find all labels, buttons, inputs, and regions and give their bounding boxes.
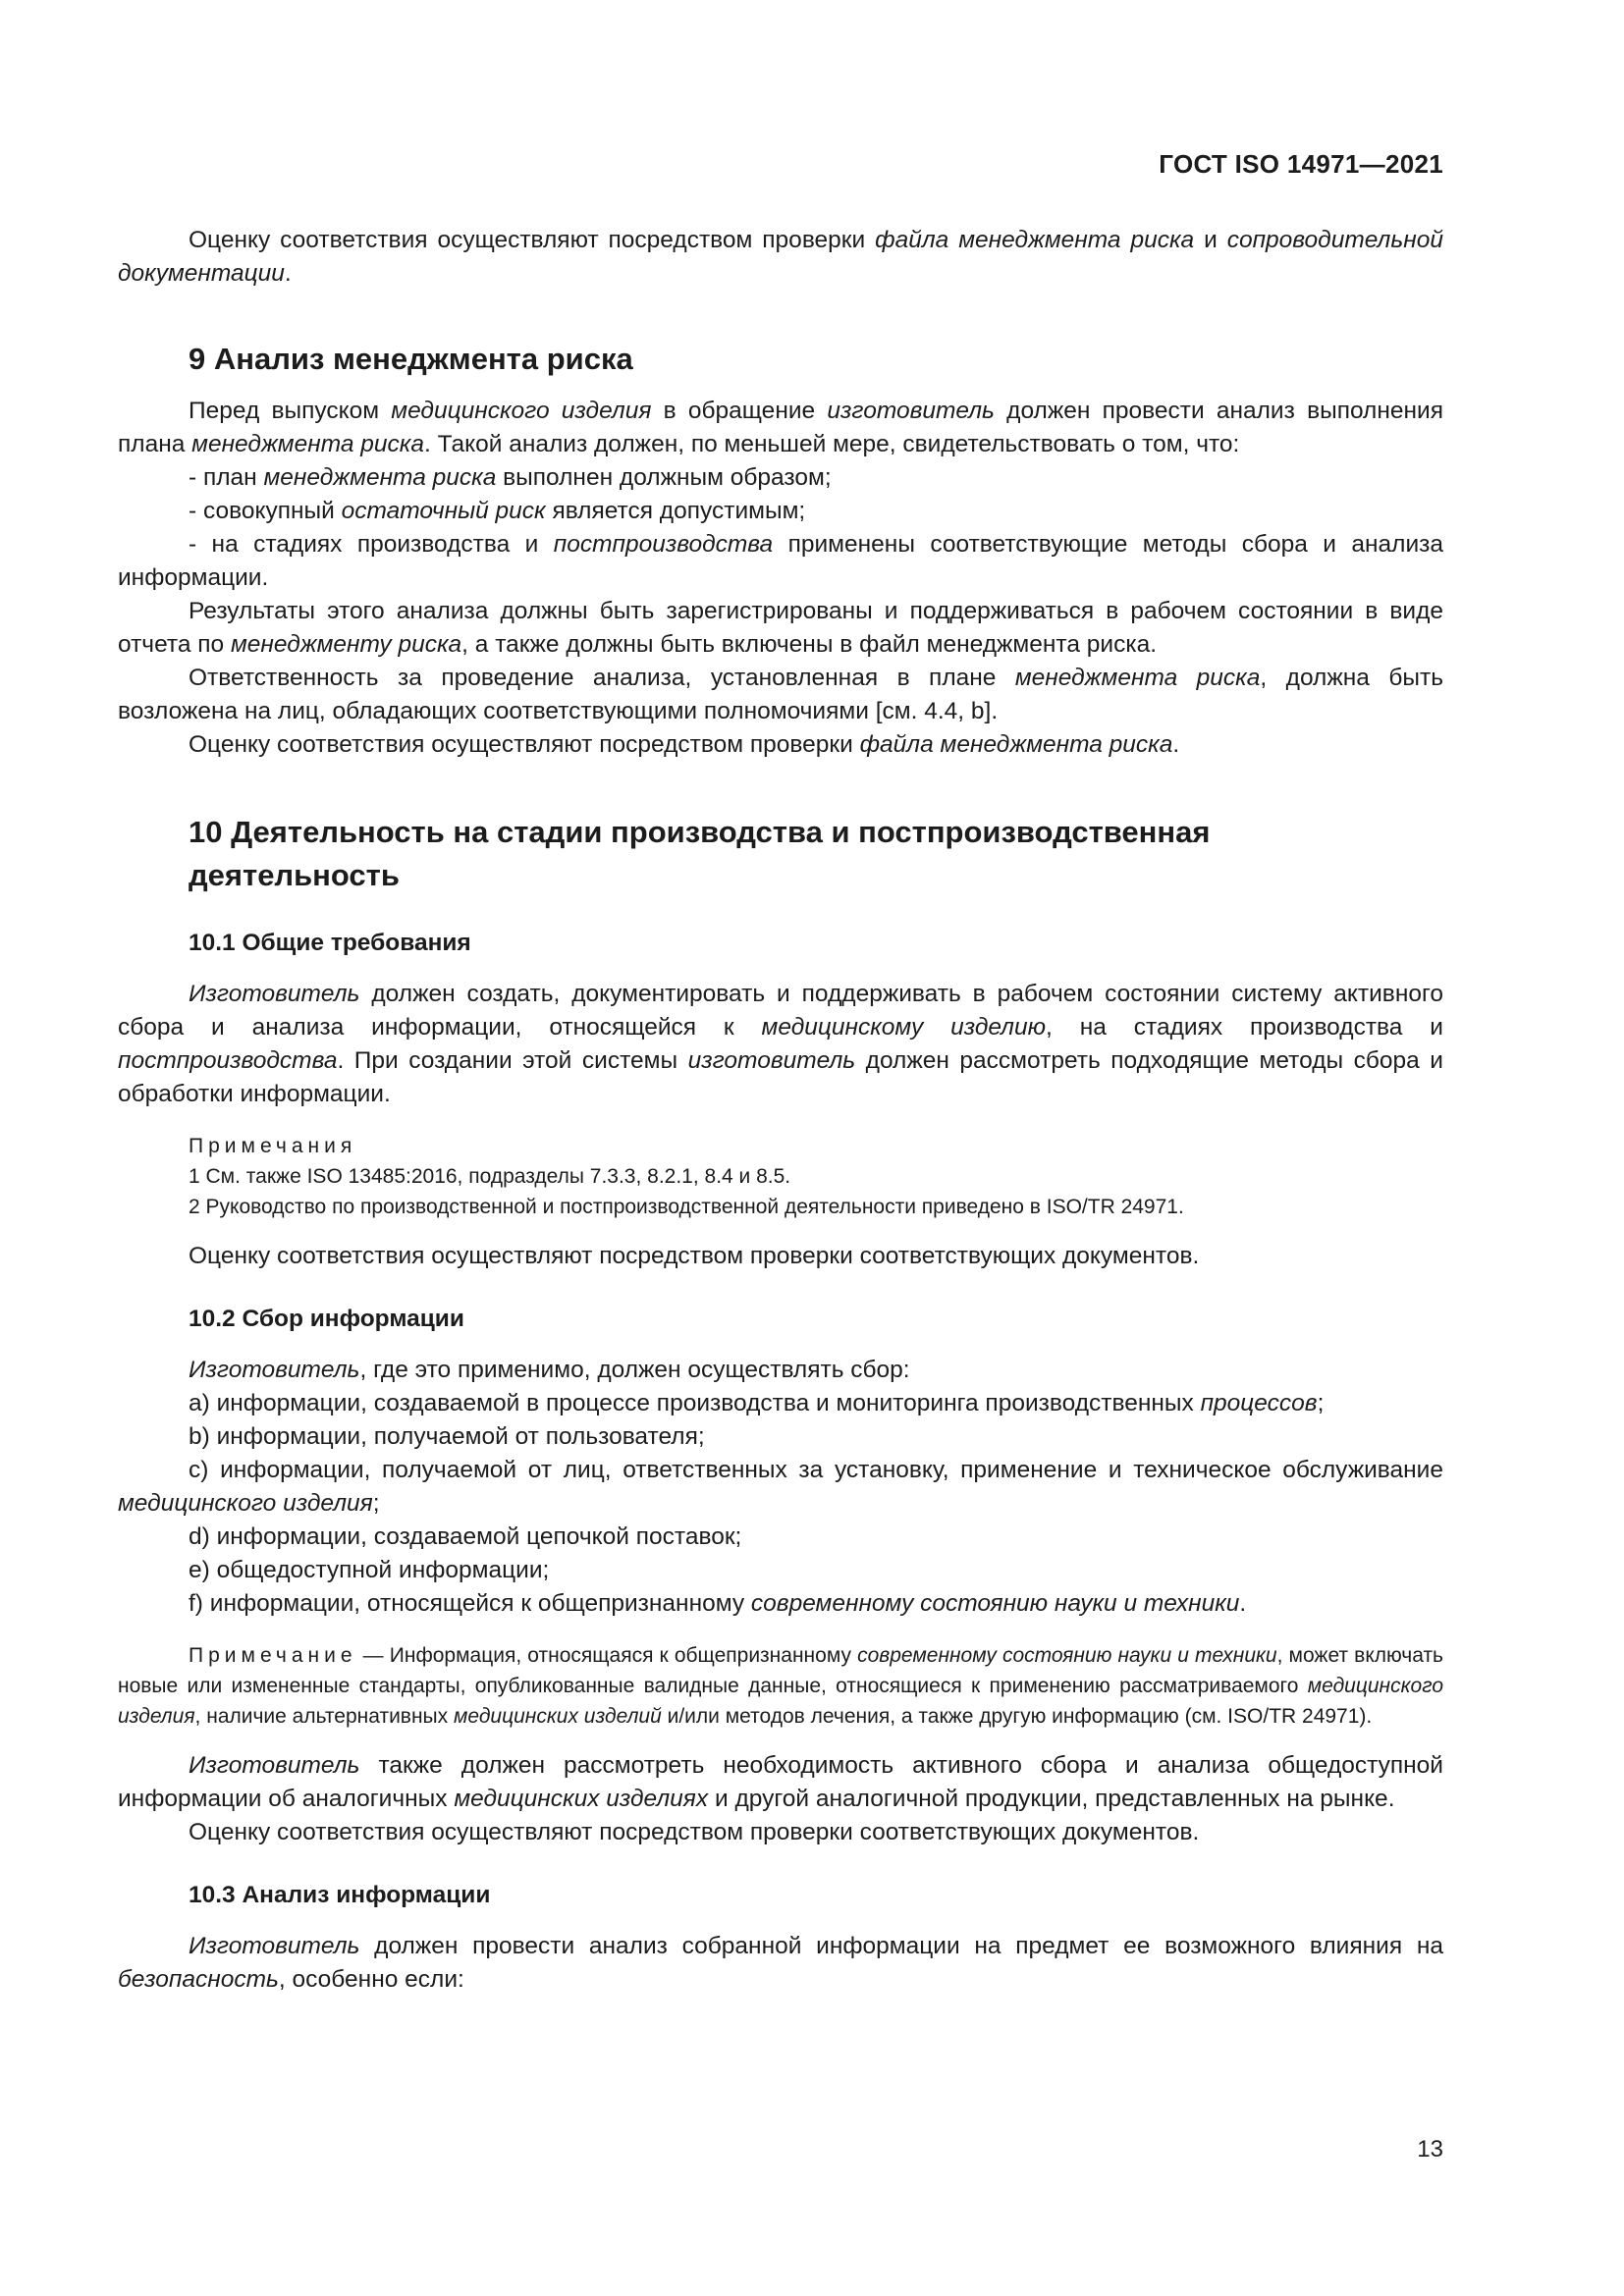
text-run: . <box>284 260 292 287</box>
italic-term: файла менеджмента риска <box>875 227 1195 253</box>
text-run: должен создать, документировать и поддерживать в рабочем состоянии систему активного сбора и анализа информации, относящейся к <box>118 981 1443 1041</box>
italic-term: менеджмента риска <box>191 431 424 457</box>
paragraph <box>118 1521 1443 1554</box>
section-9-heading: 9 Анализ менеджмента риска <box>189 342 633 376</box>
text-run: . При создании этой системы <box>337 1047 688 1074</box>
text-run: в обращение <box>651 398 828 424</box>
text-run: , должна быть возложена на лиц, обладающих соответствующими полномочиями [см. 4.4, b]. <box>118 665 1443 724</box>
paragraph <box>118 395 1443 461</box>
text-run: Ответственность за проведение анализа, установленная в плане <box>189 665 1015 691</box>
subsection-10-3-paragraph <box>118 1930 1443 1997</box>
paragraph <box>118 1454 1443 1521</box>
italic-term: медицинского изделия <box>118 1490 373 1517</box>
paragraph <box>118 662 1443 728</box>
text-run: , на стадиях производства и <box>1046 1014 1443 1041</box>
text-run: должен рассмотреть подходящие методы сбора и обработки информации. <box>118 1047 1443 1107</box>
text-run: - план <box>189 464 264 491</box>
italic-term: Изготовитель <box>189 1933 360 1959</box>
italic-term: изготовитель <box>827 398 995 424</box>
text-run: Перед выпуском <box>189 398 392 424</box>
text-run: должен провести анализ собранной информации на предмет ее возможного влияния на <box>359 1933 1443 1959</box>
notes-block <box>189 1131 1443 1222</box>
italic-term: современному состоянию науки и техники <box>857 1644 1277 1667</box>
paragraph <box>118 595 1443 662</box>
text-run: f) информации, относящейся к общепризнанному <box>189 1590 751 1617</box>
italic-term: безопасность <box>118 1966 279 1993</box>
italic-term: медицинских изделиях <box>454 1786 709 1812</box>
standard-header: ГОСТ ISO 14971—2021 <box>1159 149 1443 179</box>
text-run: и <box>1194 227 1227 253</box>
text-run: — Информация, относящаяся к общепризнанному <box>356 1644 858 1667</box>
italic-term: Изготовитель <box>189 1752 360 1779</box>
text-run: , может включать новые или измененные стандарты, опубликованные валидные данные, относящиеся к применению рассматриваемого <box>118 1644 1443 1697</box>
section-10-heading-line2: деятельность <box>189 858 400 892</box>
subsection-10-2-after <box>118 1749 1443 1849</box>
italic-term: постпроизводства <box>118 1047 338 1074</box>
text-run: должен провести анализ выполнения плана <box>118 398 1443 457</box>
section-10-heading-line1: 10 Деятельность на стадии производства и постпроизводственная <box>189 815 1211 849</box>
subsection-10-2-heading: 10.2 Сбор информации <box>189 1306 464 1332</box>
italic-term: медицинскому изделию <box>761 1014 1047 1041</box>
text-run: , а также должны быть включены в файл менеджмента риска. <box>461 631 1158 658</box>
subsection-10-1-heading: 10.1 Общие требования <box>189 930 471 956</box>
italic-term: сопроводительной документации <box>118 227 1443 287</box>
italic-term: изготовитель <box>687 1047 856 1074</box>
text-run: и/или методов лечения, а также другую информацию (см. ISO/TR 24971). <box>661 1705 1373 1728</box>
text-run: - совокупный <box>189 498 342 524</box>
text-run: , где это применимо, должен осуществлять сбор: <box>359 1357 910 1383</box>
subsection-10-3-heading: 10.3 Анализ информации <box>189 1882 491 1908</box>
italic-term: постпроизводства <box>553 531 774 558</box>
paragraph <box>118 1554 1443 1587</box>
subsection-10-2-list <box>118 1354 1443 1621</box>
text-run: . <box>1172 731 1180 758</box>
paragraph <box>118 1354 1443 1387</box>
text-run: d) информации, создаваемой цепочкой поставок; <box>189 1523 742 1550</box>
text-run: c) информации, получаемой от лиц, ответственных за установку, применение и техническое обслуживание <box>189 1457 1443 1483</box>
text-run: Результаты этого анализа должны быть зарегистрированы и поддерживаться в рабочем состоянии в виде отчета по <box>118 598 1443 658</box>
text-run: , особенно если: <box>278 1966 464 1993</box>
paragraph <box>118 461 1443 495</box>
text-run: e) общедоступной информации; <box>189 1557 550 1583</box>
text-run: выполнен должным образом; <box>496 464 832 491</box>
italic-term: менеджменту риска <box>230 631 462 658</box>
text-run: Оценку соответствия осуществляют посредством проверки <box>189 731 860 758</box>
paragraph <box>118 1749 1443 1816</box>
page-number: 13 <box>1417 2136 1443 2163</box>
note-2: 2 Руководство по производственной и постпроизводственной деятельности приведено в ISO/TR 24971. <box>189 1196 1184 1218</box>
italic-term: медицинского изделия <box>391 398 652 424</box>
paragraph <box>118 1387 1443 1420</box>
italic-term: медицинских изделий <box>453 1705 662 1728</box>
text-run: применены соответствующие методы сбора и анализа информации. <box>118 531 1443 591</box>
page-content <box>118 224 1443 1997</box>
text-run: . Такой анализ должен, по меньшей мере, свидетельствовать о том, что: <box>423 431 1240 457</box>
italic-term: медицинского изделия <box>118 1675 1443 1728</box>
paragraph <box>118 1587 1443 1621</box>
section-10-heading <box>189 811 1443 897</box>
paragraph <box>118 728 1443 762</box>
text-run: b) информации, получаемой от пользователя; <box>189 1423 705 1450</box>
text-run: . <box>1239 1590 1247 1617</box>
text-run: - на стадиях производства и <box>189 531 554 558</box>
subsection-10-1-paragraph <box>118 978 1443 1111</box>
note-1: 1 См. также ISO 13485:2016, подразделы 7.3.3, 8.2.1, 8.4 и 8.5. <box>189 1165 791 1188</box>
document-page <box>118 0 1443 2296</box>
italic-term: процессов <box>1200 1390 1318 1416</box>
paragraph <box>118 1816 1443 1849</box>
section-9-body <box>118 395 1443 762</box>
intro-paragraph <box>118 224 1443 291</box>
italic-term: менеджмента риска <box>1014 665 1261 691</box>
italic-term: Изготовитель <box>189 1357 360 1383</box>
paragraph <box>118 495 1443 528</box>
text-run: является допустимым; <box>545 498 806 524</box>
italic-term: файла менеджмента риска <box>859 731 1173 758</box>
text-run: ; <box>1317 1390 1325 1416</box>
italic-term: остаточный риск <box>341 498 546 524</box>
subsection-10-2-note <box>118 1640 1443 1732</box>
text-run: Оценку соответствия осуществляют посредством проверки <box>189 227 876 253</box>
text-run: Примечание <box>189 1644 357 1667</box>
italic-term: современному состоянию науки и техники <box>750 1590 1240 1617</box>
paragraph <box>118 1420 1443 1454</box>
text-run: Оценку соответствия осуществляют посредством проверки соответствующих документов. <box>189 1819 1200 1845</box>
paragraph <box>118 528 1443 595</box>
text-run: также должен рассмотреть необходимость активного сбора и анализа общедоступной информации об аналогичных <box>118 1752 1443 1812</box>
text-run: а) информации, создаваемой в процессе производства и мониторинга производственных <box>189 1390 1201 1416</box>
subsection-10-1-conformity: Оценку соответствия осуществляют посредством проверки соответствующих документов. <box>189 1243 1200 1269</box>
italic-term: менеджмента риска <box>263 464 497 491</box>
text-run: и другой аналогичной продукции, представленных на рынке. <box>708 1786 1395 1812</box>
text-run: ; <box>372 1490 380 1517</box>
italic-term: Изготовитель <box>189 981 360 1007</box>
text-run: , наличие альтернативных <box>194 1705 454 1728</box>
notes-title: Примечания <box>189 1135 357 1157</box>
